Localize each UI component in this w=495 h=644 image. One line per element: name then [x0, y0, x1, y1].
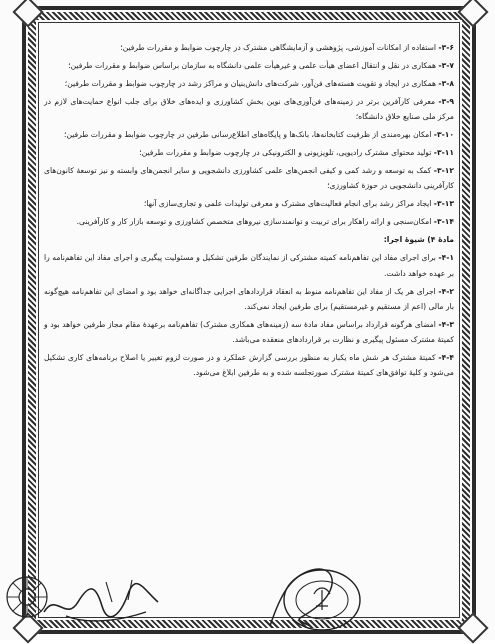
clause-4-3: ۴-۳- امضای هرگونه قرارداد براساس مفاد مادهٔ سه (زمینه‌های همکاری مشترک) تفاهم‌نامه برعهدهٔ مقام مجاز طرفین خواهد بود و کمیتهٔ مشترک مسئول پیگیری و نظارت بر قراردادهای منعقده می‌باشد.	[44, 319, 454, 344]
clause-3-6: ۳-۶- استفاده از امکانات آموزشی، پژوهشی و آزمایشگاهی مشترک در چارچوب ضوابط و مقررات طرفین؛	[120, 43, 454, 52]
clause-3-7: ۳-۷- همکاری در نقل و انتقال اعضای هیأت علمی و غیرهیأت علمی دانشگاه به سازمان براساس ضوابط و مقررات طرفین؛	[68, 60, 454, 70]
clause-3-10: ۳-۱۰- امکان بهره‌مندی از ظرفیت کتابخانه‌ها، بانک‌ها و پایگاه‌های اطلاع‌رسانی طرفین در چارچوب ضوابط و مقررات طرفین؛	[64, 129, 454, 139]
clause-3-11: ۳-۱۱- تولید محتوای مشترک رادیویی، تلویزیونی و الکترونیکی در چارچوب ضوابط و مقررات طرفین؛	[139, 147, 454, 157]
clause-4-1: ۴-۱- برای اجرای مفاد این تفاهم‌نامه کمیته مشترکی از نمایندگان طرفین تشکیل و مسئولیت پیگیری و اجرای مفاد این تفاهم‌نامه را بر عهده خواهد داشت.	[44, 253, 454, 278]
document-body	[44, 40, 454, 383]
clause-3-12: ۳-۱۲- کمک به توسعه و رشد کمی و کیفی انجمن‌های علمی کشاورزی دانشجویی و سایر انجمن‌های وابسته و نیز توسعهٔ کانون‌های کارآفرینی دانشجویی در حوزهٔ کشاورزی؛	[44, 165, 455, 190]
signature-left	[36, 572, 166, 628]
section-heading: مادهٔ ۴) شیوهٔ اجرا:	[383, 235, 454, 245]
clause-3-14: ۳-۱۴- امکان‌سنجی و ارائه راهکار برای تربیت و توانمندسازی نیروهای متخصص کشاورزی و توسعه بازار کار و کارآفرینی.	[76, 216, 454, 226]
clause-3-9: ۳-۹- معرفی کارآفرین برتر در زمینه‌های فن‌آوری‌های نوین بخش کشاورزی و ایده‌های خلاق برای جلب انواع حمایت‌های لازم در مرکز ملی صنایع خلاق دانشگاه؛	[44, 96, 454, 121]
clause-4-4: ۴-۴- کمیتهٔ مشترک هر شش ماه یکبار به منظور بررسی گزارش عملکرد و در صورت لزوم تغییر یا اصلاح برنامه‌های کاری تشکیل می‌شود و کلیهٔ توافق‌های کمیتهٔ مشترک صورتجلسه شده و به طرفین ابلاغ می‌شود.	[44, 352, 454, 378]
clause-4-2: ۴-۲- اجرای هر یک از مفاد این تفاهم‌نامه منوط به انعقاد قراردادهای اجرایی جداگانه‌ای خواهد بود و امضای این تفاهم‌نامه هیچ‌گونه بار مالی (اعم از مستقیم و غیرمستقیم) برای طرفین ایجاد نمی‌کند.	[44, 286, 454, 311]
clause-3-13: ۳-۱۳- ایجاد مراکز رشد برای انجام فعالیت‌های مشترک و معرفی تولیدات علمی و تجاری‌سازی آنها؛	[143, 198, 454, 208]
official-seal	[250, 556, 370, 636]
clause-3-8: ۳-۸- همکاری در ایجاد و تقویت هسته‌های فن‌آور، شرکت‌های دانش‌بنیان و مراکز رشد در چارچوب ضوابط و مقررات طرفین؛	[64, 78, 454, 88]
